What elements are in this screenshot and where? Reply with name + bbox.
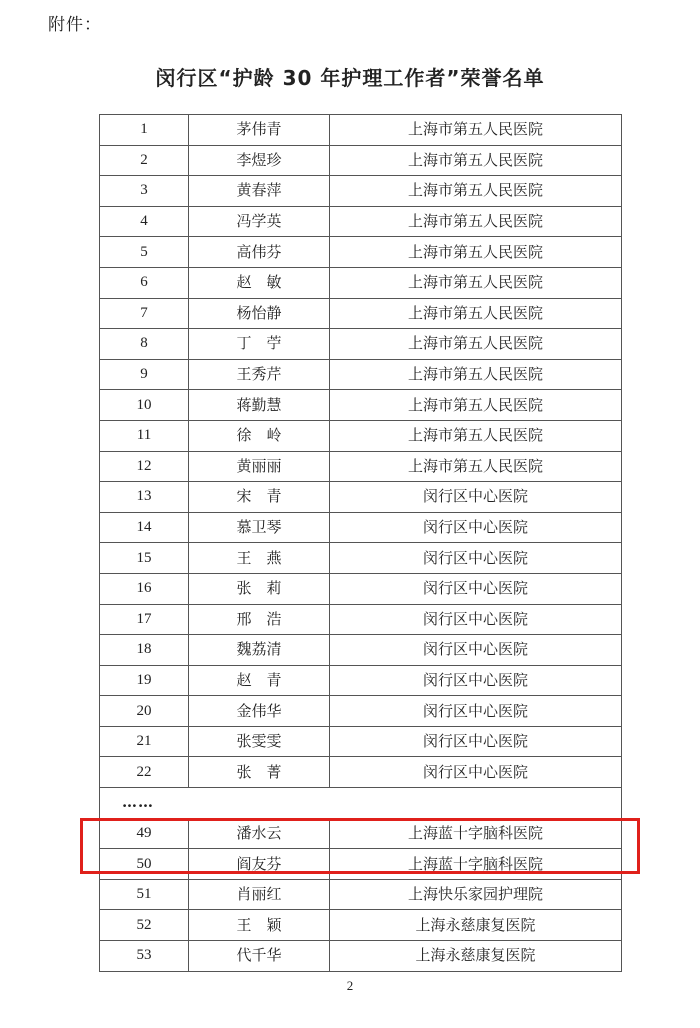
table-row [100, 818, 622, 849]
table-row [100, 359, 622, 390]
nurse-name: 王秀芹 [189, 359, 330, 390]
table-row [100, 665, 622, 696]
row-number: 20 [100, 696, 189, 727]
hospital-name: 上海市第五人民医院 [330, 451, 622, 482]
row-number: 21 [100, 726, 189, 757]
nurse-name: 徐 岭 [189, 420, 330, 451]
nurse-name: 慕卫琴 [189, 512, 330, 543]
ellipsis: …… [100, 788, 622, 819]
hospital-name: 上海市第五人民医院 [330, 237, 622, 268]
table-row [100, 176, 622, 207]
hospital-name: 闵行区中心医院 [330, 696, 622, 727]
table-row [100, 635, 622, 666]
nurse-name: 李煜珍 [189, 145, 330, 176]
table-row [100, 696, 622, 727]
nurse-name: 茅伟青 [189, 115, 330, 146]
hospital-name: 上海快乐家园护理院 [330, 879, 622, 910]
row-number: 17 [100, 604, 189, 635]
row-number: 7 [100, 298, 189, 329]
hospital-name: 上海市第五人民医院 [330, 298, 622, 329]
table-row [100, 604, 622, 635]
table-row [100, 267, 622, 298]
row-number: 10 [100, 390, 189, 421]
row-number: 13 [100, 482, 189, 513]
nurse-name: 宋 青 [189, 482, 330, 513]
nurse-name: 赵 青 [189, 665, 330, 696]
table-row [100, 329, 622, 360]
table-row [100, 512, 622, 543]
nurse-name: 潘水云 [189, 818, 330, 849]
hospital-name: 闵行区中心医院 [330, 665, 622, 696]
row-number: 19 [100, 665, 189, 696]
table-row [100, 206, 622, 237]
hospital-name: 闵行区中心医院 [330, 726, 622, 757]
hospital-name: 上海蓝十字脑科医院 [330, 818, 622, 849]
row-number: 8 [100, 329, 189, 360]
row-number: 1 [100, 115, 189, 146]
table-row [100, 420, 622, 451]
nurse-name: 王 颖 [189, 910, 330, 941]
nurse-name: 阎友芬 [189, 849, 330, 880]
nurse-name: 金伟华 [189, 696, 330, 727]
hospital-name: 闵行区中心医院 [330, 512, 622, 543]
nurse-name: 丁 苧 [189, 329, 330, 360]
table-row [100, 390, 622, 421]
table-row [100, 482, 622, 513]
nurse-name: 赵 敏 [189, 267, 330, 298]
hospital-name: 上海市第五人民医院 [330, 390, 622, 421]
hospital-name: 上海永慈康复医院 [330, 941, 622, 972]
table-row [100, 145, 622, 176]
hospital-name: 闵行区中心医院 [330, 604, 622, 635]
row-number: 50 [100, 849, 189, 880]
nurse-name: 杨怡静 [189, 298, 330, 329]
hospital-name: 闵行区中心医院 [330, 635, 622, 666]
row-number: 53 [100, 941, 189, 972]
hospital-name: 上海市第五人民医院 [330, 329, 622, 360]
page-number: 2 [346, 978, 354, 993]
row-number: 14 [100, 512, 189, 543]
hospital-name: 上海永慈康复医院 [330, 910, 622, 941]
table-row [100, 849, 622, 880]
nurse-name: 黄春萍 [189, 176, 330, 207]
roster-body [100, 115, 622, 972]
row-number: 11 [100, 420, 189, 451]
hospital-name: 闵行区中心医院 [330, 757, 622, 788]
row-number: 9 [100, 359, 189, 390]
row-number: 3 [100, 176, 189, 207]
nurse-name: 蒋勤慧 [189, 390, 330, 421]
row-number: 2 [100, 145, 189, 176]
hospital-name: 闵行区中心医院 [330, 482, 622, 513]
nurse-name: 代千华 [189, 941, 330, 972]
ellipsis-row [100, 788, 622, 819]
table-row [100, 115, 622, 146]
nurse-name: 邢 浩 [189, 604, 330, 635]
table-row [100, 573, 622, 604]
table-row [100, 543, 622, 574]
hospital-name: 上海市第五人民医院 [330, 359, 622, 390]
row-number: 22 [100, 757, 189, 788]
table-row [100, 237, 622, 268]
row-number: 49 [100, 818, 189, 849]
nurse-name: 魏荔清 [189, 635, 330, 666]
hospital-name: 闵行区中心医院 [330, 573, 622, 604]
table-row [100, 757, 622, 788]
hospital-name: 上海市第五人民医院 [330, 206, 622, 237]
row-number: 6 [100, 267, 189, 298]
hospital-name: 闵行区中心医院 [330, 543, 622, 574]
row-number: 12 [100, 451, 189, 482]
row-number: 51 [100, 879, 189, 910]
nurse-name: 肖丽红 [189, 879, 330, 910]
nurse-name: 张雯雯 [189, 726, 330, 757]
nurse-name: 黄丽丽 [189, 451, 330, 482]
nurse-name: 张 菁 [189, 757, 330, 788]
row-number: 18 [100, 635, 189, 666]
row-number: 15 [100, 543, 189, 574]
row-number: 52 [100, 910, 189, 941]
hospital-name: 上海市第五人民医院 [330, 267, 622, 298]
row-number: 5 [100, 237, 189, 268]
hospital-name: 上海蓝十字脑科医院 [330, 849, 622, 880]
nurse-name: 高伟芬 [189, 237, 330, 268]
nurse-name: 冯学英 [189, 206, 330, 237]
hospital-name: 上海市第五人民医院 [330, 145, 622, 176]
hospital-name: 上海市第五人民医院 [330, 420, 622, 451]
honor-roster-table [99, 114, 622, 972]
table-row [100, 910, 622, 941]
nurse-name: 王 燕 [189, 543, 330, 574]
attachment-label: 附件： [48, 15, 102, 35]
row-number: 4 [100, 206, 189, 237]
table-row [100, 879, 622, 910]
table-row [100, 726, 622, 757]
row-number: 16 [100, 573, 189, 604]
page-title: 闵行区“护龄 30 年护理工作者”荣誉名单 [155, 66, 545, 90]
nurse-name: 张 莉 [189, 573, 330, 604]
table-row [100, 941, 622, 972]
table-row [100, 298, 622, 329]
hospital-name: 上海市第五人民医院 [330, 176, 622, 207]
table-row [100, 451, 622, 482]
hospital-name: 上海市第五人民医院 [330, 115, 622, 146]
